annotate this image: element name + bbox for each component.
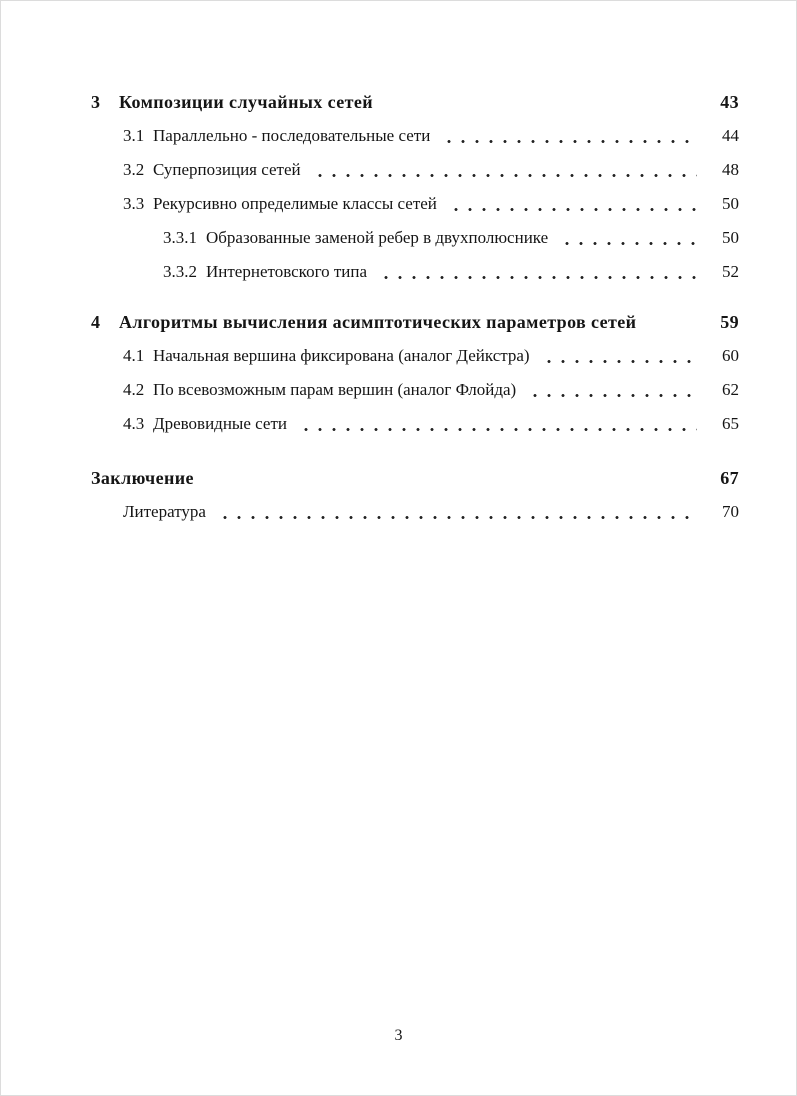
toc-entry-page: 52 — [722, 262, 739, 281]
toc-entry-page: 44 — [722, 126, 739, 145]
toc-entry-3-3-1 — [91, 221, 739, 255]
toc-entry-conclusion — [91, 461, 739, 495]
toc-entry-number: 4.1 — [123, 346, 145, 365]
toc-entry-title: Начальная вершина фиксирована (аналог Дейкстра) — [153, 346, 530, 365]
toc-entry-number: 3 — [91, 92, 101, 112]
toc-entry-page: 43 — [720, 92, 739, 112]
toc-entry-title: Образованные заменой ребер в двухполюснике — [206, 228, 549, 247]
dot-leader — [297, 407, 697, 441]
toc-entry-page: 48 — [722, 160, 739, 179]
toc-entry-title: Алгоритмы вычисления асимптотических параметров сетей — [119, 312, 637, 332]
toc-entry-title: Заключение — [91, 468, 194, 488]
toc-entry-page: 70 — [722, 502, 739, 521]
dot-leader — [377, 255, 697, 289]
toc-entry-number: 3.2 — [123, 160, 145, 179]
toc-entry-page: 62 — [722, 380, 739, 399]
dot-leader — [311, 153, 697, 187]
toc-entry-page: 50 — [722, 228, 739, 247]
dot-leader — [440, 119, 697, 153]
toc-entry-chapter-3 — [91, 85, 739, 119]
dot-leader — [540, 339, 697, 373]
toc-entry-title: Рекурсивно определимые классы сетей — [153, 194, 437, 213]
toc-entry-number: 3.1 — [123, 126, 145, 145]
toc-entry-number: 4.2 — [123, 380, 145, 399]
toc-entry-title: Литература — [123, 502, 206, 521]
dot-leader — [526, 373, 697, 407]
toc-entry-page: 65 — [722, 414, 739, 433]
toc-entry-number: 4 — [91, 312, 101, 332]
table-of-contents — [91, 85, 739, 529]
toc-entry-4-3 — [91, 407, 739, 441]
toc-entry-title: Композиции случайных сетей — [119, 92, 373, 112]
dot-leader — [447, 187, 697, 221]
toc-entry-page: 60 — [722, 346, 739, 365]
toc-entry-3-1 — [91, 119, 739, 153]
toc-entry-number: 3.3.2 — [163, 262, 197, 281]
toc-entry-chapter-4 — [91, 305, 739, 339]
toc-entry-title: Древовидные сети — [153, 414, 287, 433]
toc-entry-title: Параллельно - последовательные сети — [153, 126, 431, 145]
dot-leader — [216, 495, 697, 529]
toc-entry-bibliography — [91, 495, 739, 529]
toc-entry-3-3 — [91, 187, 739, 221]
toc-entry-page: 59 — [720, 312, 739, 332]
toc-entry-title: Суперпозиция сетей — [153, 160, 301, 179]
toc-entry-4-1 — [91, 339, 739, 373]
toc-entry-4-2 — [91, 373, 739, 407]
toc-entry-page: 50 — [722, 194, 739, 213]
toc-entry-page: 67 — [720, 468, 739, 488]
toc-entry-number: 3.3 — [123, 194, 145, 213]
toc-entry-number: 3.3.1 — [163, 228, 197, 247]
toc-entry-3-2 — [91, 153, 739, 187]
toc-entry-title: По всевозможным парам вершин (аналог Флойда) — [153, 380, 517, 399]
toc-entry-3-3-2 — [91, 255, 739, 289]
dot-leader — [558, 221, 697, 255]
toc-entry-number: 4.3 — [123, 414, 145, 433]
toc-entry-title: Интернетовского типа — [206, 262, 368, 281]
page-number: 3 — [394, 1027, 403, 1044]
